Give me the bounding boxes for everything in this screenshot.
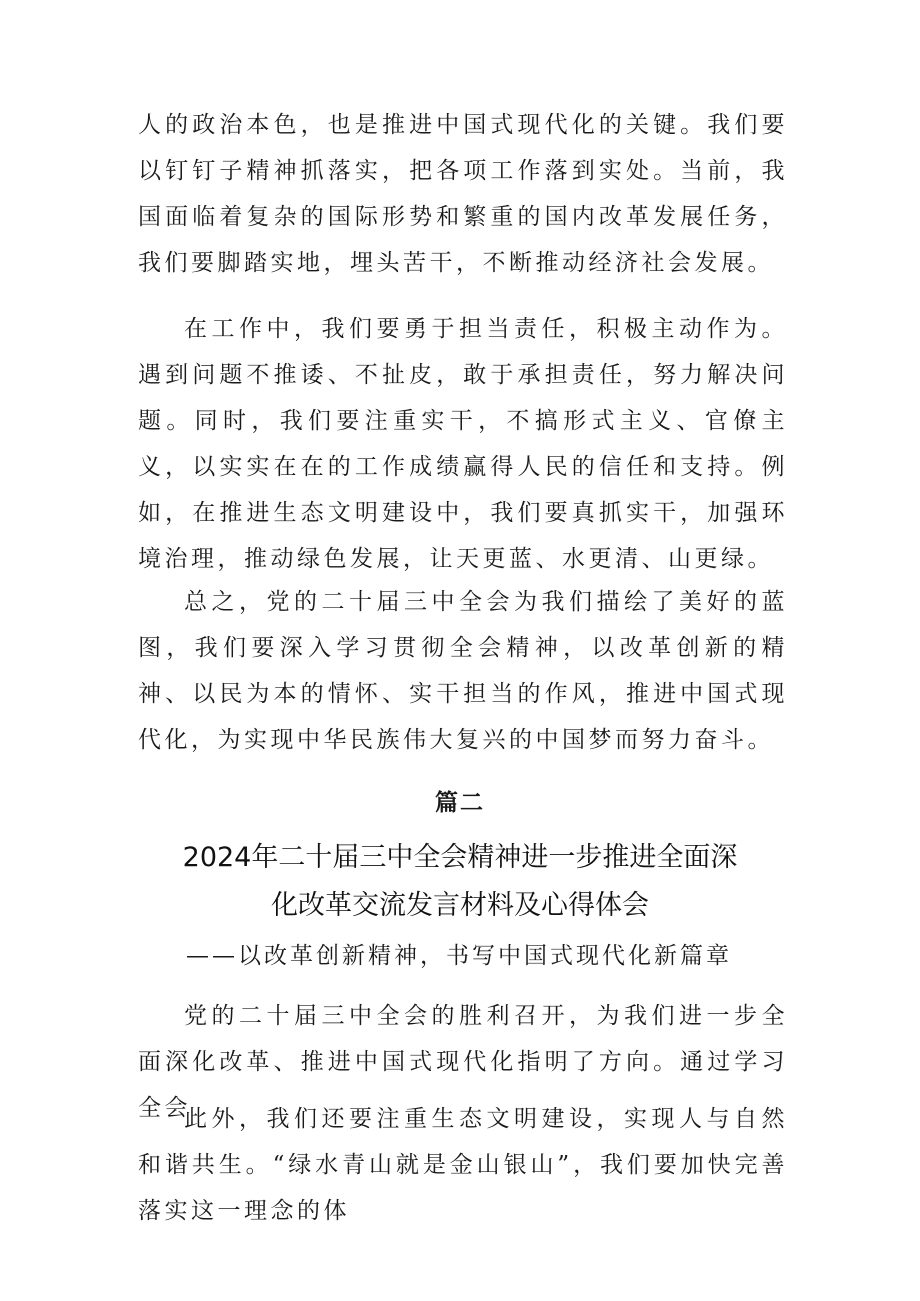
article-subtitle: ——以改革创新精神，书写中国式现代化新篇章 [186,943,732,969]
paragraph-4: 党的二十届三中全会的胜利召开，为我们进一步全面深化改革、推进中国式现代化指明了方向。通过学习全会 [138,1003,788,1121]
article-title [130,834,790,930]
paragraph-block-5 [138,1096,788,1234]
paragraph-3: 总之，党的二十届三中全会为我们描绘了美好的蓝图，我们要深入学习贯彻全会精神，以改革创新的精神、以民为本的情怀、实干担当的作风，推进中国式现代化，为实现中华民族伟大复兴的中国梦而努力奋斗。 [138,589,788,753]
title-line-1: 2024年二十届三中全会精神进一步推进全面深 [182,842,738,873]
section-label: 篇二 [435,789,485,816]
paragraph-5: 此外，我们还要注重生态文明建设，实现人与自然和谐共生。“绿水青山就是金山银山”，我们要加快完善落实这一理念的体 [138,1106,788,1224]
paragraph-continuation [138,102,788,286]
paragraph-block-3 [138,579,788,763]
paragraph-2: 在工作中，我们要勇于担当责任，积极主动作为。遇到问题不推诿、不扯皮，敢于承担责任，努力解决问题。同时，我们要注重实干，不搞形式主义、官僚主义，以实实在在的工作成绩赢得人民的信任和支持。例如，在推进生态文明建设中，我们要真抓实干，加强环境治理，推动绿色发展，让天更蓝、水更清、山更绿。 [138,316,788,572]
paragraph-1: 人的政治本色，也是推进中国式现代化的关键。我们要以钉钉子精神抓落实，把各项工作落到实处。当前，我国面临着复杂的国际形势和繁重的国内改革发展任务，我们要脚踏实地，埋头苦干，不断推动经济社会发展。 [138,112,788,276]
paragraph-block-2 [138,306,788,582]
title-line-2: 化改革交流发言材料及心得体会 [271,890,649,921]
